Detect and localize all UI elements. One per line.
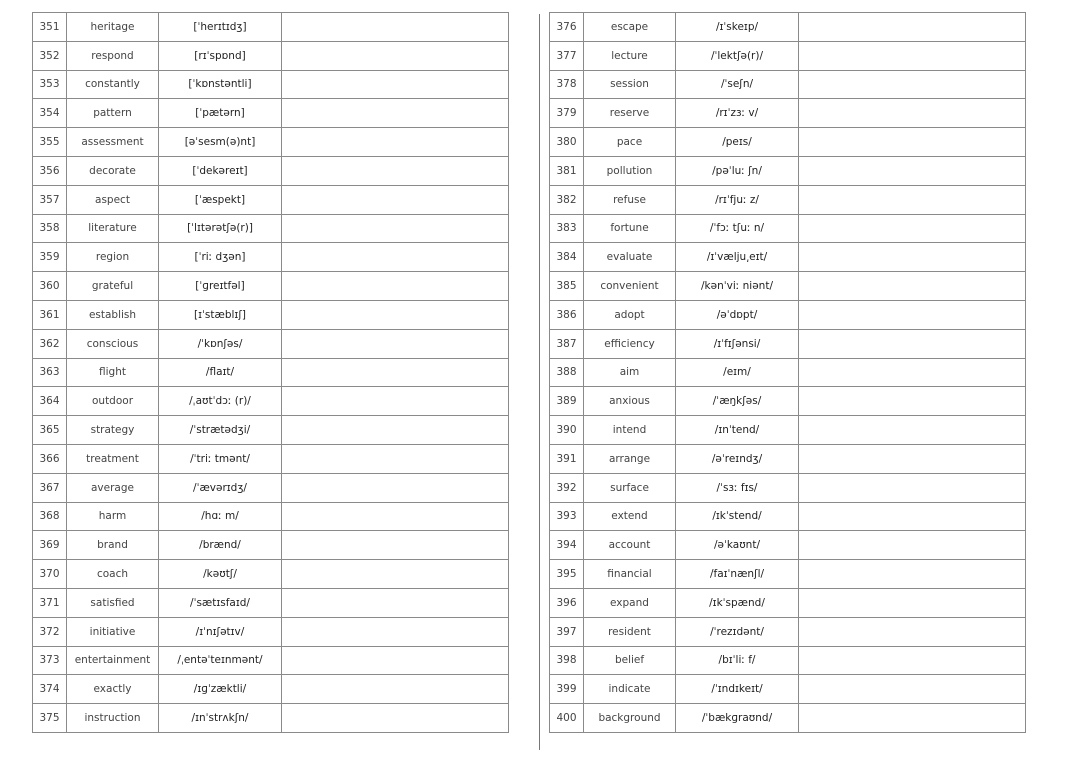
entry-blank-cell [799, 675, 1026, 704]
table-row [33, 329, 509, 358]
entry-word: outdoor [67, 387, 159, 416]
entry-number: 375 [33, 704, 67, 733]
entry-word: initiative [67, 617, 159, 646]
entry-phonetic: /peɪs/ [676, 128, 799, 157]
entry-blank-cell [282, 99, 509, 128]
entry-phonetic: /ˈsɜː fɪs/ [676, 473, 799, 502]
entry-phonetic: /ɪˈskeɪp/ [676, 13, 799, 42]
table-row [550, 387, 1026, 416]
entry-word: pace [584, 128, 676, 157]
table-row [33, 473, 509, 502]
entry-word: entertainment [67, 646, 159, 675]
table-row [33, 502, 509, 531]
entry-blank-cell [799, 13, 1026, 42]
entry-phonetic: /bɪˈliː f/ [676, 646, 799, 675]
entry-phonetic: [ˈpætərn] [159, 99, 282, 128]
entry-number: 364 [33, 387, 67, 416]
table-row [33, 531, 509, 560]
entry-phonetic: /ɪˈnɪʃətɪv/ [159, 617, 282, 646]
entry-phonetic: /ˈtriː tmənt/ [159, 444, 282, 473]
entry-phonetic: /əˈdɒpt/ [676, 300, 799, 329]
entry-number: 386 [550, 300, 584, 329]
table-row [33, 185, 509, 214]
table-row [33, 41, 509, 70]
table-row [33, 99, 509, 128]
entry-blank-cell [282, 214, 509, 243]
entry-blank-cell [799, 156, 1026, 185]
entry-phonetic: [əˈsesm(ə)nt] [159, 128, 282, 157]
table-row [550, 617, 1026, 646]
entry-number: 365 [33, 416, 67, 445]
entry-number: 398 [550, 646, 584, 675]
entry-word: evaluate [584, 243, 676, 272]
table-row [33, 13, 509, 42]
entry-word: instruction [67, 704, 159, 733]
entry-word: reserve [584, 99, 676, 128]
entry-blank-cell [799, 416, 1026, 445]
entry-phonetic: /ɪnˈtend/ [676, 416, 799, 445]
entry-blank-cell [282, 243, 509, 272]
column-divider [539, 14, 540, 750]
table-row [550, 473, 1026, 502]
entry-number: 382 [550, 185, 584, 214]
entry-word: conscious [67, 329, 159, 358]
entry-blank-cell [282, 387, 509, 416]
entry-number: 355 [33, 128, 67, 157]
entry-number: 377 [550, 41, 584, 70]
entry-phonetic: /ˈkɒnʃəs/ [159, 329, 282, 358]
table-row [33, 387, 509, 416]
entry-word: coach [67, 560, 159, 589]
table-row [550, 300, 1026, 329]
entry-word: region [67, 243, 159, 272]
entry-phonetic: /eɪm/ [676, 358, 799, 387]
entry-blank-cell [282, 41, 509, 70]
entry-phonetic: /ɪɡˈzæktli/ [159, 675, 282, 704]
entry-word: grateful [67, 272, 159, 301]
entry-word: adopt [584, 300, 676, 329]
table-row [550, 41, 1026, 70]
entry-number: 387 [550, 329, 584, 358]
table-row [550, 272, 1026, 301]
entry-blank-cell [282, 300, 509, 329]
entry-number: 373 [33, 646, 67, 675]
entry-word: resident [584, 617, 676, 646]
entry-blank-cell [282, 646, 509, 675]
entry-blank-cell [282, 70, 509, 99]
entry-blank-cell [282, 128, 509, 157]
entry-word: establish [67, 300, 159, 329]
entry-number: 394 [550, 531, 584, 560]
entry-number: 362 [33, 329, 67, 358]
entry-blank-cell [282, 531, 509, 560]
entry-word: convenient [584, 272, 676, 301]
entry-phonetic: [ˈriː dʒən] [159, 243, 282, 272]
entry-phonetic: [ˈherɪtɪdʒ] [159, 13, 282, 42]
entry-blank-cell [799, 41, 1026, 70]
entry-blank-cell [282, 502, 509, 531]
entry-number: 380 [550, 128, 584, 157]
entry-blank-cell [282, 185, 509, 214]
entry-phonetic: /ɪˈfɪʃənsi/ [676, 329, 799, 358]
entry-blank-cell [799, 502, 1026, 531]
table-row [550, 13, 1026, 42]
entry-blank-cell [282, 329, 509, 358]
entry-number: 385 [550, 272, 584, 301]
entry-word: expand [584, 588, 676, 617]
entry-phonetic: /ˈbækɡraʊnd/ [676, 704, 799, 733]
entry-number: 372 [33, 617, 67, 646]
entry-blank-cell [799, 531, 1026, 560]
entry-blank-cell [799, 473, 1026, 502]
entry-word: session [584, 70, 676, 99]
table-row [550, 560, 1026, 589]
entry-blank-cell [282, 272, 509, 301]
entry-number: 351 [33, 13, 67, 42]
entry-number: 367 [33, 473, 67, 502]
entry-word: constantly [67, 70, 159, 99]
entry-number: 371 [33, 588, 67, 617]
table-row [550, 444, 1026, 473]
table-row [33, 243, 509, 272]
entry-number: 400 [550, 704, 584, 733]
entry-phonetic: /ɪkˈstend/ [676, 502, 799, 531]
table-row [33, 617, 509, 646]
entry-phonetic: /ˈlektʃə(r)/ [676, 41, 799, 70]
table-row [550, 70, 1026, 99]
entry-number: 383 [550, 214, 584, 243]
entry-blank-cell [282, 416, 509, 445]
entry-word: indicate [584, 675, 676, 704]
entry-word: average [67, 473, 159, 502]
entry-number: 381 [550, 156, 584, 185]
entry-word: financial [584, 560, 676, 589]
table-row [550, 646, 1026, 675]
entry-number: 363 [33, 358, 67, 387]
entry-number: 393 [550, 502, 584, 531]
entry-word: strategy [67, 416, 159, 445]
entry-word: exactly [67, 675, 159, 704]
table-row [33, 70, 509, 99]
entry-number: 356 [33, 156, 67, 185]
entry-phonetic: /ˈrezɪdənt/ [676, 617, 799, 646]
entry-blank-cell [282, 560, 509, 589]
vocab-table-body [550, 13, 1026, 733]
entry-word: aim [584, 358, 676, 387]
entry-phonetic: [ˈdekəreɪt] [159, 156, 282, 185]
entry-phonetic: /əˈkaʊnt/ [676, 531, 799, 560]
entry-phonetic: /brænd/ [159, 531, 282, 560]
entry-blank-cell [799, 70, 1026, 99]
entry-word: refuse [584, 185, 676, 214]
entry-number: 374 [33, 675, 67, 704]
entry-phonetic: /faɪˈnænʃl/ [676, 560, 799, 589]
vocab-table-left [32, 12, 509, 733]
entry-number: 368 [33, 502, 67, 531]
entry-number: 397 [550, 617, 584, 646]
entry-phonetic: /rɪˈzɜː v/ [676, 99, 799, 128]
table-row [33, 675, 509, 704]
entry-word: treatment [67, 444, 159, 473]
entry-blank-cell [282, 444, 509, 473]
entry-number: 358 [33, 214, 67, 243]
entry-phonetic: /kənˈviː niənt/ [676, 272, 799, 301]
entry-number: 366 [33, 444, 67, 473]
entry-blank-cell [282, 617, 509, 646]
entry-blank-cell [282, 156, 509, 185]
entry-phonetic: /ˈstrætədʒi/ [159, 416, 282, 445]
entry-phonetic: [ˈlɪtərətʃə(r)] [159, 214, 282, 243]
entry-number: 384 [550, 243, 584, 272]
entry-word: fortune [584, 214, 676, 243]
entry-word: harm [67, 502, 159, 531]
table-row [33, 214, 509, 243]
table-row [33, 646, 509, 675]
entry-phonetic: /əˈreɪndʒ/ [676, 444, 799, 473]
entry-phonetic: /ˌentəˈteɪnmənt/ [159, 646, 282, 675]
table-row [33, 358, 509, 387]
table-row [550, 99, 1026, 128]
table-row [33, 272, 509, 301]
entry-word: literature [67, 214, 159, 243]
entry-phonetic: /ɪkˈspænd/ [676, 588, 799, 617]
entry-word: anxious [584, 387, 676, 416]
entry-phonetic: /kəʊtʃ/ [159, 560, 282, 589]
entry-number: 369 [33, 531, 67, 560]
entry-phonetic: /ɪˈvælju͵eɪt/ [676, 243, 799, 272]
table-row [550, 416, 1026, 445]
entry-number: 352 [33, 41, 67, 70]
entry-number: 359 [33, 243, 67, 272]
entry-number: 360 [33, 272, 67, 301]
entry-number: 392 [550, 473, 584, 502]
entry-phonetic: /ˈseʃn/ [676, 70, 799, 99]
entry-blank-cell [799, 358, 1026, 387]
table-row [33, 416, 509, 445]
table-row [33, 128, 509, 157]
entry-number: 370 [33, 560, 67, 589]
table-row [550, 243, 1026, 272]
entry-word: heritage [67, 13, 159, 42]
entry-blank-cell [799, 243, 1026, 272]
entry-word: respond [67, 41, 159, 70]
entry-number: 395 [550, 560, 584, 589]
entry-number: 376 [550, 13, 584, 42]
entry-number: 354 [33, 99, 67, 128]
entry-phonetic: [ˈæspekt] [159, 185, 282, 214]
entry-phonetic: /pəˈluː ʃn/ [676, 156, 799, 185]
entry-word: lecture [584, 41, 676, 70]
entry-blank-cell [799, 185, 1026, 214]
table-row [33, 444, 509, 473]
entry-blank-cell [799, 444, 1026, 473]
vocab-table-right [549, 12, 1026, 733]
entry-phonetic: /ˈæŋkʃəs/ [676, 387, 799, 416]
table-row [33, 704, 509, 733]
entry-blank-cell [282, 675, 509, 704]
entry-blank-cell [799, 214, 1026, 243]
table-row [550, 531, 1026, 560]
entry-word: extend [584, 502, 676, 531]
entry-phonetic: [rɪˈspɒnd] [159, 41, 282, 70]
entry-word: satisfied [67, 588, 159, 617]
entry-phonetic: [ˈkɒnstəntli] [159, 70, 282, 99]
entry-word: account [584, 531, 676, 560]
entry-blank-cell [799, 560, 1026, 589]
entry-word: aspect [67, 185, 159, 214]
entry-phonetic: /ˈævərɪdʒ/ [159, 473, 282, 502]
entry-word: surface [584, 473, 676, 502]
entry-number: 361 [33, 300, 67, 329]
entry-word: efficiency [584, 329, 676, 358]
entry-word: arrange [584, 444, 676, 473]
entry-word: escape [584, 13, 676, 42]
entry-word: pollution [584, 156, 676, 185]
entry-blank-cell [799, 704, 1026, 733]
entry-phonetic: /flaɪt/ [159, 358, 282, 387]
entry-number: 378 [550, 70, 584, 99]
entry-phonetic: [ɪˈstæblɪʃ] [159, 300, 282, 329]
entry-blank-cell [799, 300, 1026, 329]
entry-phonetic: /ˈfɔː tʃuː n/ [676, 214, 799, 243]
entry-number: 357 [33, 185, 67, 214]
entry-blank-cell [799, 99, 1026, 128]
table-row [550, 502, 1026, 531]
table-row [550, 329, 1026, 358]
entry-word: belief [584, 646, 676, 675]
entry-number: 391 [550, 444, 584, 473]
entry-blank-cell [282, 473, 509, 502]
entry-number: 389 [550, 387, 584, 416]
table-row [550, 214, 1026, 243]
table-row [33, 300, 509, 329]
entry-blank-cell [799, 128, 1026, 157]
entry-word: pattern [67, 99, 159, 128]
entry-blank-cell [799, 646, 1026, 675]
entry-phonetic: [ˈɡreɪtfəl] [159, 272, 282, 301]
entry-phonetic: /ˈɪndɪkeɪt/ [676, 675, 799, 704]
entry-phonetic: /hɑː m/ [159, 502, 282, 531]
entry-phonetic: /ɪnˈstrʌkʃn/ [159, 704, 282, 733]
entry-blank-cell [799, 588, 1026, 617]
entry-blank-cell [799, 272, 1026, 301]
entry-phonetic: /ˌaʊtˈdɔː (r)/ [159, 387, 282, 416]
vocab-table-body [33, 13, 509, 733]
table-row [550, 185, 1026, 214]
entry-number: 396 [550, 588, 584, 617]
entry-blank-cell [282, 358, 509, 387]
entry-number: 390 [550, 416, 584, 445]
table-row [33, 560, 509, 589]
entry-blank-cell [282, 704, 509, 733]
table-row [33, 156, 509, 185]
entry-word: background [584, 704, 676, 733]
table-row [550, 156, 1026, 185]
table-row [550, 675, 1026, 704]
table-row [33, 588, 509, 617]
entry-word: flight [67, 358, 159, 387]
entry-word: brand [67, 531, 159, 560]
entry-word: intend [584, 416, 676, 445]
entry-number: 399 [550, 675, 584, 704]
entry-blank-cell [282, 588, 509, 617]
entry-blank-cell [282, 13, 509, 42]
table-row [550, 588, 1026, 617]
table-row [550, 358, 1026, 387]
entry-number: 353 [33, 70, 67, 99]
entry-number: 379 [550, 99, 584, 128]
entry-phonetic: /rɪˈfjuː z/ [676, 185, 799, 214]
entry-blank-cell [799, 617, 1026, 646]
entry-word: assessment [67, 128, 159, 157]
entry-blank-cell [799, 329, 1026, 358]
entry-phonetic: /ˈsætɪsfaɪd/ [159, 588, 282, 617]
entry-word: decorate [67, 156, 159, 185]
entry-number: 388 [550, 358, 584, 387]
entry-blank-cell [799, 387, 1026, 416]
table-row [550, 704, 1026, 733]
table-row [550, 128, 1026, 157]
